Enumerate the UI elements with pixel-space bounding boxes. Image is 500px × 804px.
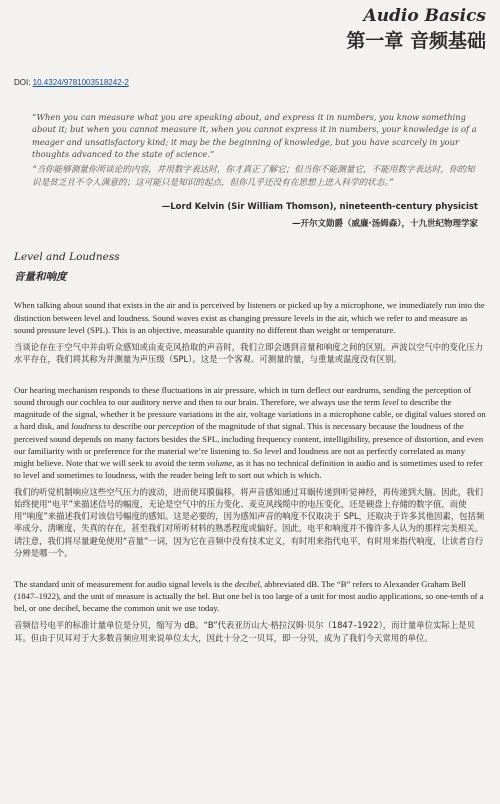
- chapter-title: 第一章 音频基础: [346, 30, 486, 52]
- paragraph-3-chinese: 音频信号电平的标准计量单位是分贝，缩写为 dB。“B”代表亚历山大·格拉汉姆·贝尔（1847–1922），而计量单位实际上是贝耳。但由于贝耳对于大多数音频应用来说单位太大，因此十分之一贝耳，即一分贝，成为了我们今天常用的单位。: [14, 620, 475, 643]
- epigraph-english: “When you can measure what you are speaking about, and express it in numbers, you know something about it; but when you cannot measure it, when you cannot express it in numbers, your knowledge is of a meager and unsatisfactory kind; it may be the beginning of knowledge, but you have scarcely in your thoughts advanced to the state of science.”: [32, 112, 477, 160]
- term-volume: volume: [207, 457, 233, 468]
- section-heading-english: Level and Loudness: [14, 251, 120, 264]
- epigraph-chinese: “当你能够测量你所谈论的内容，并用数字表达时，你才真正了解它；但当你不能测量它，不能用数字表达时，你的知识是贫乏且不令人满意的；这可能只是知识的起点，但你几乎还没有在思想上进入科学的状态。”: [32, 164, 475, 189]
- doi-line: [14, 78, 486, 87]
- term-decibel: decibel: [234, 579, 260, 590]
- paragraph-2-chinese: 我们的听觉机制响应这些空气压力的波动，进而使耳膜偏移，将声音感知通过耳蜗传递到听觉神经，再传递到大脑。因此，我们始终使用“电平”来描述信号的幅度，无论是空气中的压力变化、麦克风线缆中的电压变化，还是硬盘上存储的数字值，而使用“响度”来描述我们对该信号幅度的感知。这是必要的，因为感知声音的响度不仅取决于 SPL，还取决于许多其他因素，包括频率成分、清晰度、失真的存在，甚至我们对所听材料的熟悉程度或偏好。因此，电平和响度并不像许多人认为的那样完美相关。请注意，我们将尽量避免使用“音量”一词，因为它在音频中没有技术定义，有时用来指代电平，有时用来指代响度，让读者自行分辨是哪一个。: [14, 486, 485, 558]
- p2-text-d: of the magnitude of that signal. This is necessary because the loudness of the perceived sound depends on many factors besides the SPL, including frequency content, intelligibility, presence of distortion, and even our familiarity with or preference for the material we’re listening to. So level and loudness are not as perfectly correlated as many might believe. Note that we will seek to avoid the term: [14, 421, 484, 468]
- term-perception: perception: [157, 421, 195, 432]
- document-page: [0, 5, 500, 804]
- paragraph-1-english: When talking about sound that exists in the air and is perceived by listeners or picked up by a microphone, we immediately run into the distinction between level and loudness. Sound waves exist as changing pressure levels in the air, which we refer to and measure as sound pressure level (SPL). This is an objective, measurable quantity no different than weight or temperature.: [14, 300, 485, 335]
- p3-text-b: , abbreviated dB. The “B” refers to Alexander Graham Bell (1847–1922), and the unit of measure is actually the bel. But one bel is too large of a unit for most audio applications, so one-tenth of a bel, or one decibel, became the common unit we use today.: [14, 579, 484, 614]
- p2-text-c: to describe our: [101, 421, 158, 432]
- p2-text-a: Our hearing mechanism responds to these fluctuations in air pressure, which in turn deflect our eardrums, sending the perception of sound through our cochlea to our auditory nerve and then to our brain. Therefore, we always use the term: [14, 385, 472, 408]
- epigraph-attribution-english: —Lord Kelvin (Sir William Thomson), nineteenth-century physicist: [161, 202, 478, 213]
- paragraph-1-chinese: 当谈论存在于空气中并由听众感知或由麦克风拾取的声音时，我们立即会遇到音量和响度之间的区别。声波以空气中的变化压力水平存在，我们将其称为并测量为声压级（SPL）。这是一个客观、可测量的量，与重量或温度没有区别。: [14, 341, 483, 364]
- section-heading-chinese: 音量和响度: [14, 271, 67, 284]
- term-level: level: [382, 397, 399, 408]
- epigraph-attribution-chinese: —开尔文勋爵（威廉·汤姆森），十九世纪物理学家: [292, 219, 478, 230]
- paragraph-3-english: [14, 578, 486, 614]
- p3-text-a: The standard unit of measurement for audio signal levels is the: [14, 579, 235, 590]
- term-loudness: loudness: [71, 421, 102, 432]
- p2-text-e: , as it has no technical definition in audio and is sometimes used to refer to level and sometimes to loudness, with the reader being left to sort out which is which.: [14, 457, 483, 480]
- doi-link[interactable]: 10.4324/9781003518242-2: [32, 78, 129, 87]
- paragraph-2-english: [14, 384, 486, 481]
- p2-text-b: to describe the magnitude of the signal, whether it be pressure variations in the air, voltage variations in a microphone cable, or digital values stored on a hard disk, and: [14, 397, 486, 432]
- doi-label: DOI:: [14, 78, 33, 87]
- book-title: Audio Basics: [363, 6, 486, 26]
